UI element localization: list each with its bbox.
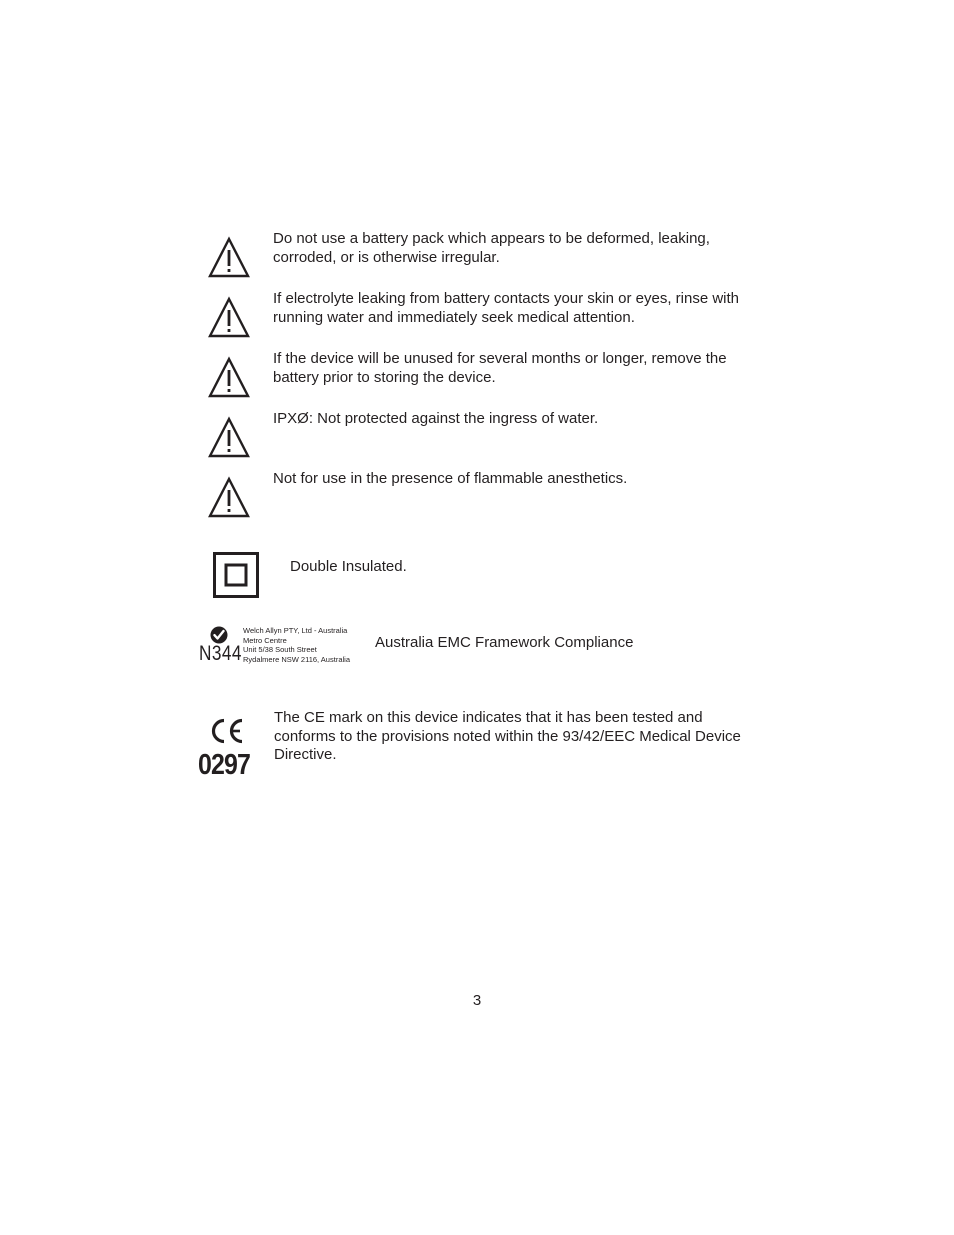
warning-text: If electrolyte leaking from battery contacts your skin or eyes, rinse with running water and immediately seek medical attention.: [273, 290, 740, 326]
c-tick-code: N344: [199, 642, 242, 665]
address-line: Metro Centre: [243, 635, 287, 645]
ce-mark-text: The CE mark on this device indicates that it has been tested and conforms to the provisions noted within the 93/42/EEC Medical Device Directive.: [274, 709, 741, 763]
address-line: Unit 5/38 South Street: [243, 645, 317, 655]
warning-text: Do not use a battery pack which appears to be deformed, leaking, corroded, or is otherwise irregular.: [273, 230, 710, 266]
double-insulated-icon: [213, 552, 259, 598]
c-tick-address: [243, 626, 350, 664]
ce-mark-icon: [210, 718, 244, 744]
warning-triangle-icon: [208, 296, 250, 338]
warning-triangle-icon: [208, 236, 250, 278]
c-tick-text: Australia EMC Framework Compliance: [375, 634, 634, 651]
ce-mark-number: 0297: [198, 749, 251, 781]
warning-text: Not for use in the presence of flammable anesthetics.: [273, 470, 628, 487]
page-number: 3: [472, 992, 482, 1009]
double-insulated-text: Double Insulated.: [290, 558, 407, 575]
warning-triangle-icon: [208, 476, 250, 518]
warning-triangle-icon: [208, 356, 250, 398]
warning-triangle-icon: [208, 416, 250, 458]
address-line: Rydalmere NSW 2116, Australia: [243, 654, 350, 664]
warning-text: IPXØ: Not protected against the ingress of water.: [273, 410, 599, 427]
address-line: Welch Allyn PTY, Ltd - Australia: [243, 626, 348, 635]
warning-text: If the device will be unused for several months or longer, remove the battery prior to storing the device.: [273, 350, 727, 386]
